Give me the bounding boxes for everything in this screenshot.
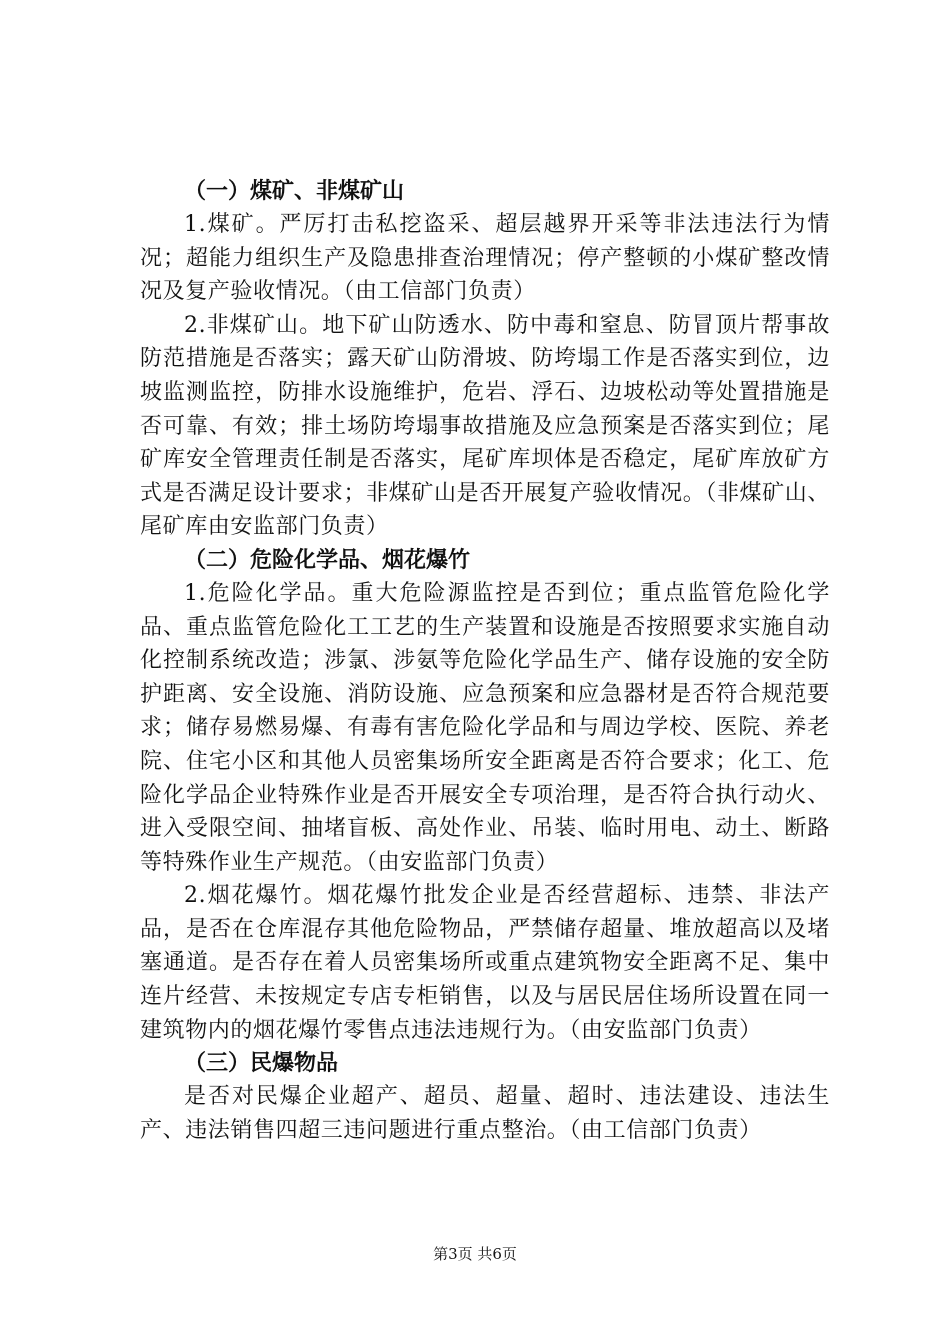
section-heading-hazardous-chemicals: （二）危险化学品、烟花爆竹 bbox=[184, 547, 471, 573]
paragraph-civil-explosives: 是否对民爆企业超产、超员、超量、超时、违法建设、违法生产、违法销售四超三违问题进行重点整治。（由工信部门负责） bbox=[140, 1084, 830, 1143]
paragraph-coal-mines: 1.煤矿。严厉打击私挖盗采、超层越界开采等非法违法行为情况；超能力组织生产及隐患排查治理情况；停产整顿的小煤矿整改情况及复产验收情况。（由工信部门负责） bbox=[140, 212, 830, 305]
paragraph-non-coal-mines: 2.非煤矿山。地下矿山防透水、防中毒和窒息、防冒顶片帮事故防范措施是否落实；露天矿山防滑坡、防垮塌工作是否落实到位，边坡监测监控，防排水设施维护，危岩、浮石、边坡松动等处置措施是否可靠、有效；排土场防垮塌事故措施及应急预案是否落实到位；尾矿库安全管理责任制是否落实，尾矿库坝体是否稳定，尾矿库放矿方式是否满足设计要求；非煤矿山是否开展复产验收情况。（非煤矿山、尾矿库由安监部门负责） bbox=[140, 312, 830, 540]
paragraph-hazardous-chemicals: 1.危险化学品。重大危险源监控是否到位；重点监管危险化学品、重点监管危险化工工艺的生产装置和设施是否按照要求实施自动化控制系统改造；涉氯、涉氨等危险化学品生产、储存设施的安全防护距离、安全设施、消防设施、应急预案和应急器材是否符合规范要求；储存易燃易爆、有毒有害危险化学品和与周边学校、医院、养老院、住宅小区和其他人员密集场所安全距离是否符合要求；化工、危险化学品企业特殊作业是否开展安全专项治理，是否符合执行动火、进入受限空间、抽堵盲板、高处作业、吊装、临时用电、动土、断路等特殊作业生产规范。（由安监部门负责） bbox=[140, 580, 830, 875]
section-heading-civil-explosives: （三）民爆物品 bbox=[184, 1051, 339, 1077]
paragraph-fireworks: 2.烟花爆竹。烟花爆竹批发企业是否经营超标、违禁、非法产品，是否在仓库混存其他危险物品，严禁储存超量、堆放超高以及堵塞通道。是否存在着人员密集场所或重点建筑物安全距离不足、集中连片经营、未按规定专店专柜销售，以及与居民居住场所设置在同一建筑物内的烟花爆竹零售点违法违规行为。（由安监部门负责） bbox=[140, 883, 830, 1043]
document-body bbox=[140, 175, 830, 1147]
section-heading-coal-mines: （一）煤矿、非煤矿山 bbox=[184, 179, 405, 204]
page-number-footer: 第3页 共6页 bbox=[433, 1245, 517, 1263]
